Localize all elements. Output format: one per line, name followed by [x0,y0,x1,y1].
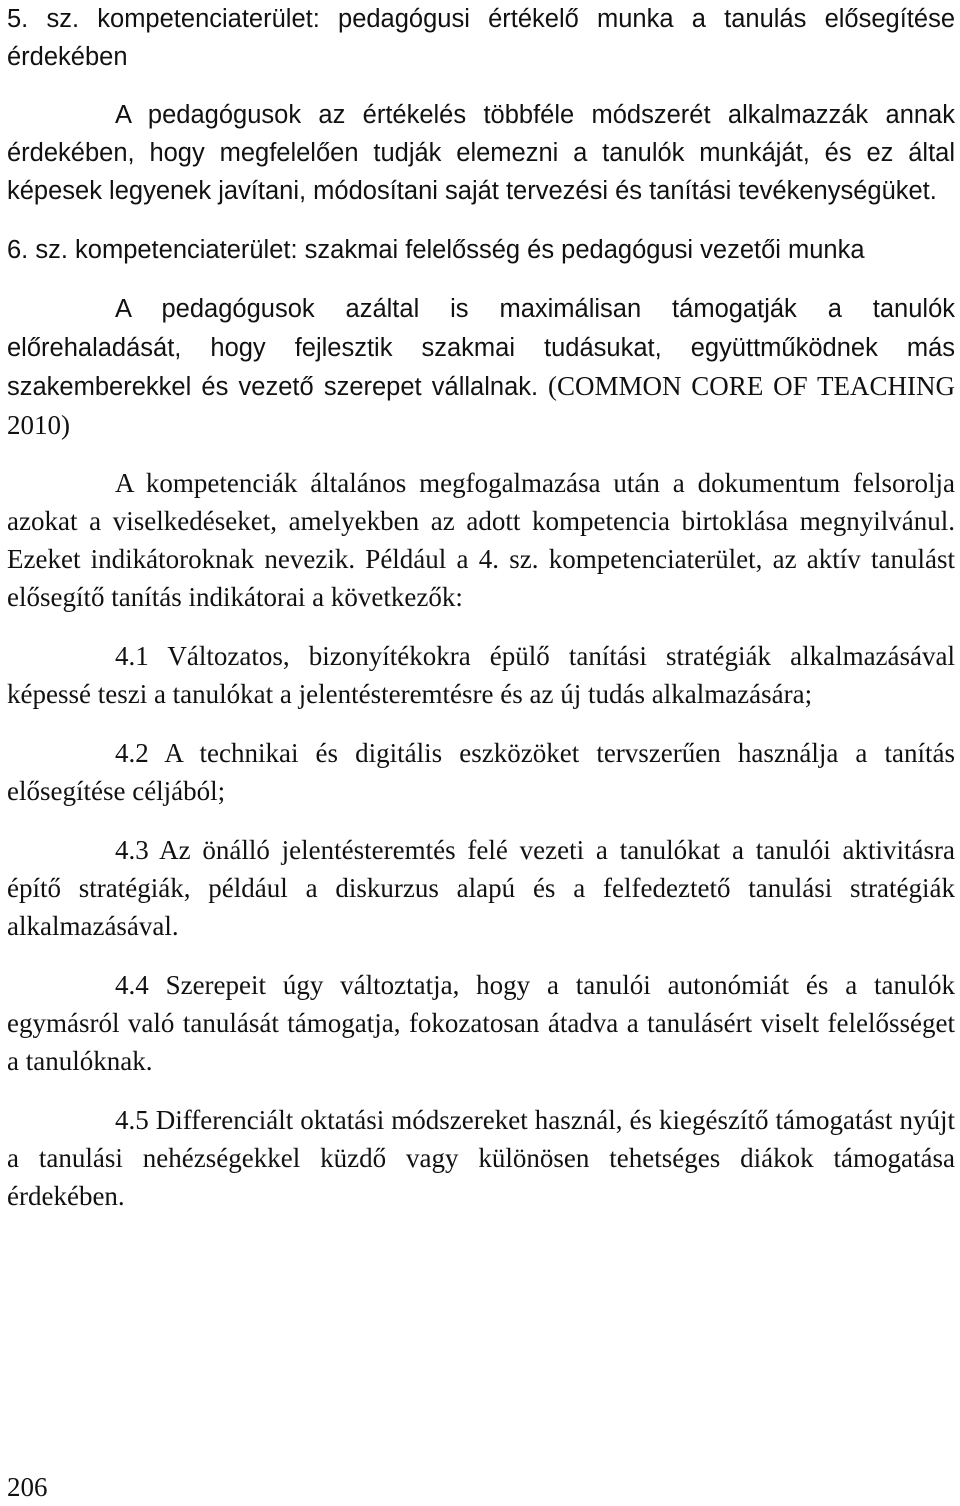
page-number: 206 [7,1472,48,1502]
indicator-text: Szerepeit úgy változtatja, hogy a tanulói autonómiát és a tanulók egymásról való tanulását támogatja, fokozatosan átadva a tanulásért viselt felelősséget a tanulóknak. [7,970,956,1076]
indicator-text: Az önálló jelentésteremtés felé vezeti a tanulókat a tanulói aktivitásra építő stratégiák, például a diskurzus alapú és a felfedeztető tanulási stratégiák alkalmazásával. [7,835,956,941]
indicator-number: 4.2 [115,738,149,768]
indicator-4-3 [7,831,955,945]
indicator-4-5 [7,1101,955,1215]
indicator-text: Differenciált oktatási módszereket használ, és kiegészítő támogatást nyújt a tanulási nehézségekkel küzdő vagy különösen tehetséges diákok támogatása érdekében. [7,1105,956,1211]
indicator-4-2 [7,734,955,810]
indicator-number: 4.5 [115,1105,149,1135]
section-5-heading: 5. sz. kompetenciaterület: pedagógusi értékelő munka a tanulás elősegítése érdekében [7,5,955,71]
indicator-text: Változatos, bizonyítékokra épülő tanítási stratégiák alkalmazásával képessé teszi a tanulókat a jelentésteremtésre és az új tudás alkalmazására; [7,641,955,709]
section-6-body [7,289,955,444]
indicator-number: 4.1 [115,641,149,671]
indicator-4-4 [7,966,955,1080]
document-page [7,0,955,1215]
section-6-heading [7,231,955,269]
section-6-heading-text: 6. sz. kompetenciaterület: szakmai felelősség és pedagógusi vezetői munka [7,236,865,264]
indicators-intro: A kompetenciák általános megfogalmazása után a dokumentum felsorolja azokat a viselkedéseket, amelyekben az adott kompetencia birtoklása megnyilvánul. Ezeket indikátoroknak nevezik. Például a 4. sz. kompetenciaterület, az aktív tanulást elősegítő tanítás indikátorai a következők: [7,468,955,612]
indicator-number: 4.3 [115,835,149,865]
indicator-4-1 [7,637,955,713]
indicator-number: 4.4 [115,970,149,1000]
section-5-body: A pedagógusok az értékelés többféle módszerét alkalmazzák annak érdekében, hogy megfelelően tudják elemezni a tanulók munkáját, és ez által képesek legyenek javítani, módosítani saját tervezési és tanítási tevékenységüket. [7,101,955,205]
section-6-body-main: A pedagógusok azáltal is maximálisan támogatják a tanulók előrehaladását, hogy fejlesztik szakmai tudásukat, együttműködnek más szakemberekkel és vezető szerepet vállalnak. [7,295,955,401]
indicator-text: A technikai és digitális eszközöket tervszerűen használja a tanítás elősegítése céljából; [7,738,955,806]
section-6-citation: (COMMON CORE OF TEACHING 2010) [7,371,955,440]
